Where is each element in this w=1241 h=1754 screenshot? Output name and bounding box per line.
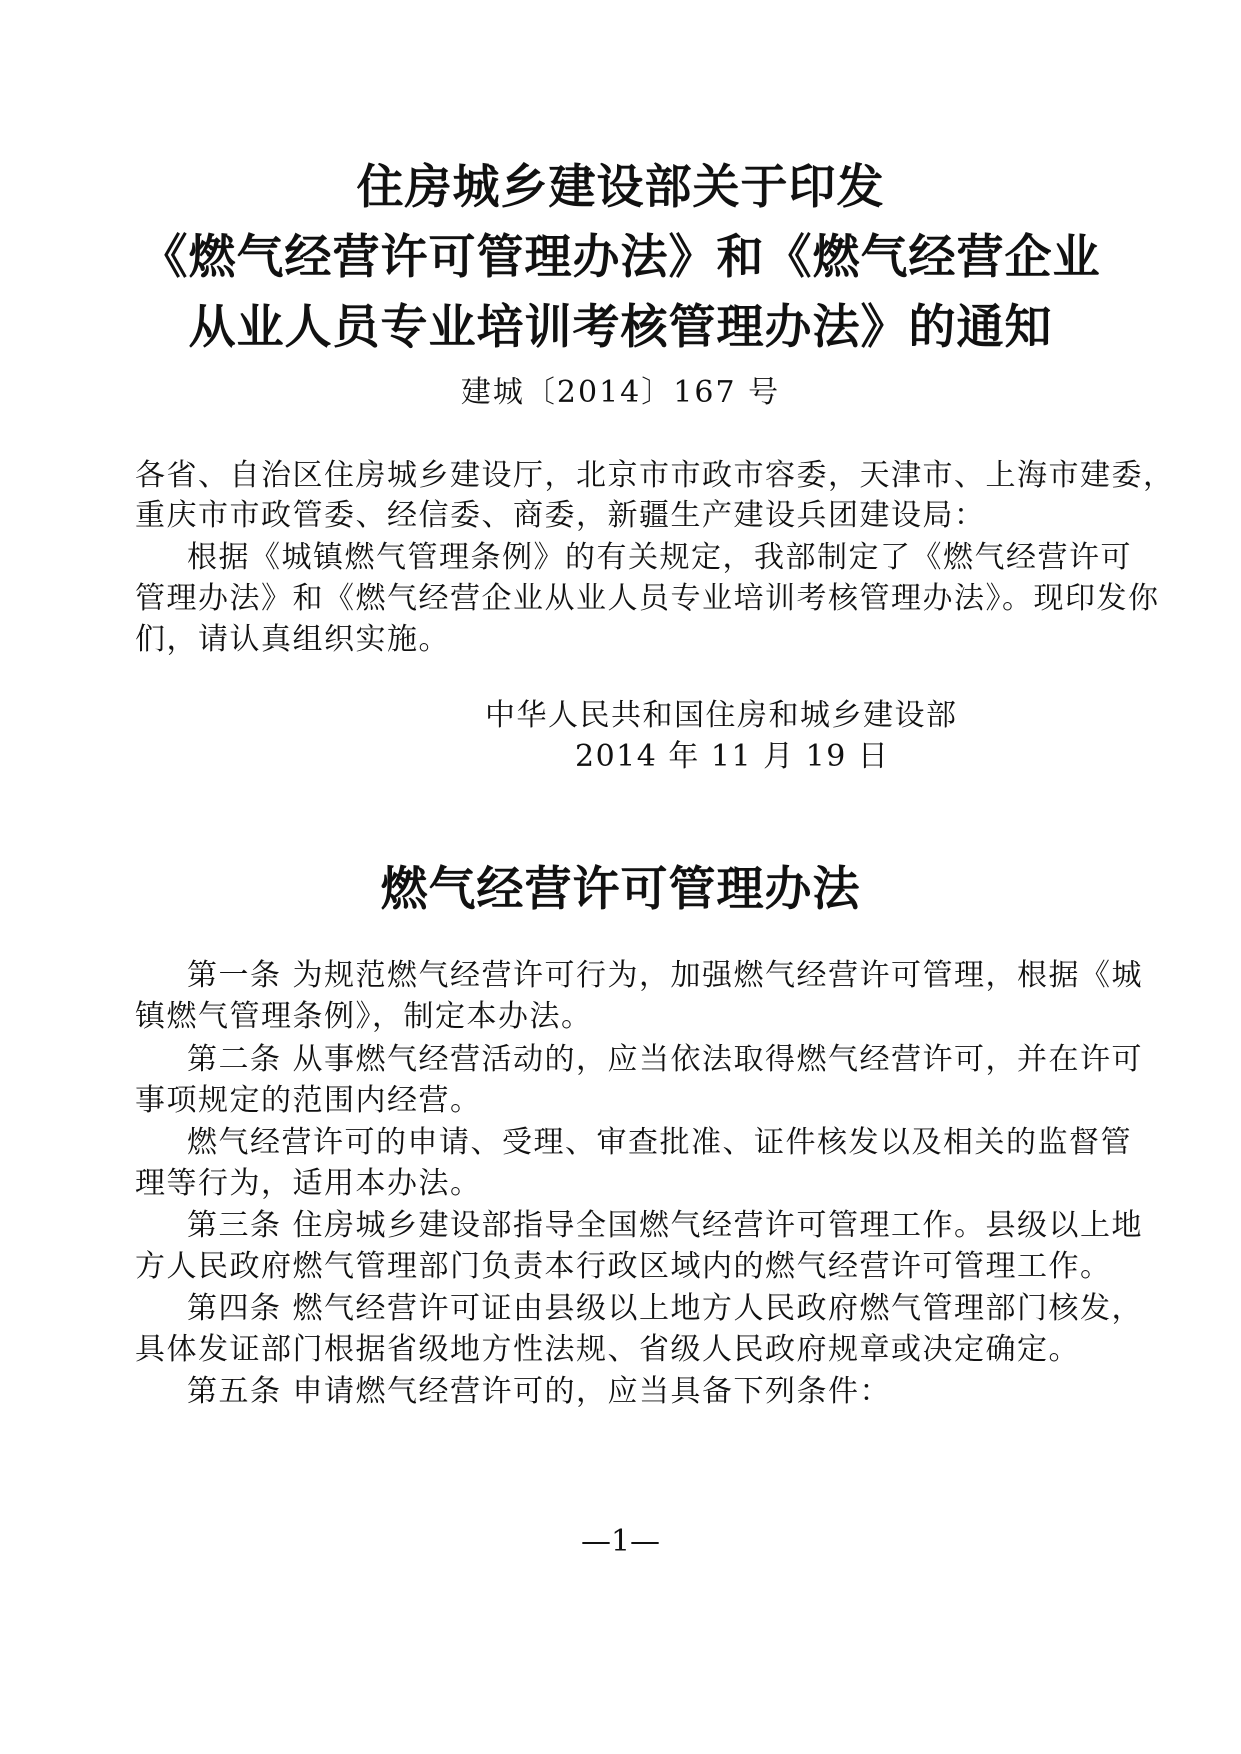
article-3-line-2: 方人民政府燃气管理部门负责本行政区域内的燃气经营许可管理工作。 xyxy=(135,1249,1112,1284)
article-5-line-1: 第五条 申请燃气经营许可的，应当具备下列条件： xyxy=(187,1374,892,1409)
article-2-para-2-line-1: 燃气经营许可的申请、受理、审查批准、证件核发以及相关的监督管 xyxy=(187,1125,1132,1160)
article-2-line-2: 事项规定的范围内经营。 xyxy=(135,1083,482,1118)
notice-paragraph-line-2: 管理办法》和《燃气经营企业从业人员专业培训考核管理办法》。现印发你 xyxy=(135,581,1160,616)
regulation-title: 燃气经营许可管理办法 xyxy=(380,862,861,917)
notice-title-line-3: 从业人员专业培训考核管理办法》的通知 xyxy=(188,300,1053,355)
article-4-line-2: 具体发证部门根据省级地方性法规、省级人民政府规章或决定确定。 xyxy=(135,1332,1080,1367)
notice-paragraph-line-1: 根据《城镇燃气管理条例》的有关规定，我部制定了《燃气经营许可 xyxy=(187,540,1132,575)
article-1-line-2: 镇燃气管理条例》，制定本办法。 xyxy=(135,999,593,1034)
article-2-para-2-line-2: 理等行为，适用本办法。 xyxy=(135,1166,482,1201)
notice-title-line-2: 《燃气经营许可管理办法》和《燃气经营企业 xyxy=(140,230,1101,285)
article-4-line-1: 第四条 燃气经营许可证由县级以上地方人民政府燃气管理部门核发， xyxy=(187,1291,1144,1326)
addressee-line-2: 重庆市市政管委、经信委、商委，新疆生产建设兵团建设局： xyxy=(135,498,986,533)
signature-organization: 中华人民共和国住房和城乡建设部 xyxy=(485,698,958,733)
notice-paragraph-line-3: 们，请认真组织实施。 xyxy=(135,622,450,657)
notice-title-line-1: 住房城乡建设部关于印发 xyxy=(356,160,885,215)
signature-date: 2014 年 11 月 19 日 xyxy=(575,739,890,774)
addressee-line-1: 各省、自治区住房城乡建设厅，北京市市政市容委，天津市、上海市建委， xyxy=(135,458,1175,493)
article-1-line-1: 第一条 为规范燃气经营许可行为，加强燃气经营许可管理，根据《城 xyxy=(187,958,1144,993)
document-number: 建城〔2014〕167 号 xyxy=(460,375,781,410)
page-number: —1— xyxy=(580,1524,661,1559)
article-3-line-1: 第三条 住房城乡建设部指导全国燃气经营许可管理工作。县级以上地 xyxy=(187,1208,1144,1243)
article-2-line-1: 第二条 从事燃气经营活动的，应当依法取得燃气经营许可，并在许可 xyxy=(187,1042,1144,1077)
